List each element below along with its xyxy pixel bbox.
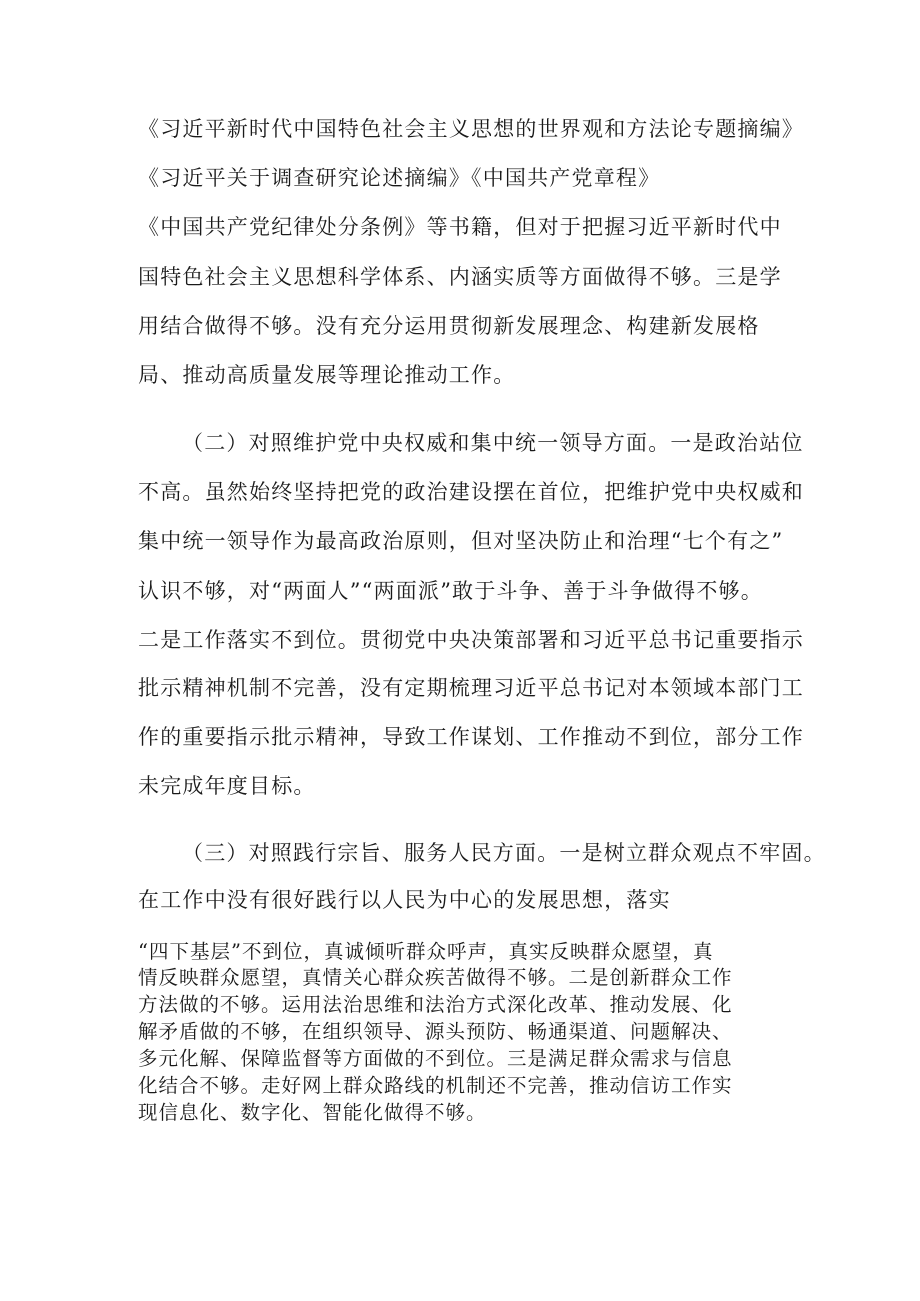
text-line: 现信息化、数字化、智能化做得不够。: [138, 1101, 487, 1124]
text-line: 不高。虽然始终坚持把党的政治建设摆在首位，把维护党中央权威和: [138, 480, 804, 504]
text-line: 多元化解、保障监督等方面做的不到位。三是满足群众需求与信息: [138, 1047, 733, 1070]
text-line: 情反映群众愿望，真情关心群众疾苦做得不够。二是创新群众工作: [138, 966, 733, 989]
text-line: 《习近平关于调查研究论述摘编》《中国共产党章程》: [138, 166, 661, 190]
text-line: 二是工作落实不到位。贯彻党中央决策部署和习近平总书记重要指示: [138, 628, 804, 652]
text-line: 化结合不够。走好网上群众路线的机制还不完善，推动信访工作实: [138, 1074, 733, 1097]
text-line: “四下基层”不到位，真诚倾听群众呼声，真实反映群众愿望，真: [138, 940, 714, 963]
text-line: 认识不够，对“两面人”“两面派”敢于斗争、善于斗争做得不够。: [138, 579, 763, 603]
text-line: 未完成年度目标。: [138, 774, 316, 798]
text-line: 《中国共产党纪律处分条例》等书籍，但对于把握习近平新时代中: [138, 215, 782, 239]
text-line: 方法做的不够。运用法治思维和法治方式深化改革、推动发展、化: [138, 993, 733, 1016]
text-line: （二）对照维护党中央权威和集中统一领导方面。一是政治站位: [182, 431, 804, 455]
text-line: 用结合做得不够。没有充分运用贯彻新发展理念、构建新发展格: [138, 314, 760, 338]
text-line: 在工作中没有很好践行以人民为中心的发展思想，落实: [138, 888, 671, 912]
text-line: 《习近平新时代中国特色社会主义思想的世界观和方法论专题摘编》: [138, 117, 804, 141]
text-line: 批示精神机制不完善，没有定期梳理习近平总书记对本领域本部门工: [138, 676, 804, 700]
text-line: 局、推动高质量发展等理论推动工作。: [138, 363, 516, 387]
text-line: 作的重要指示批示精神，导致工作谋划、工作推动不到位，部分工作: [138, 725, 804, 749]
text-line: 解矛盾做的不够，在组织领导、源头预防、畅通渠道、问题解决、: [138, 1020, 733, 1043]
text-line: 国特色社会主义思想科学体系、内涵实质等方面做得不够。三是学: [138, 265, 782, 289]
text-line: （三）对照践行宗旨、服务人民方面。一是树立群众观点不牢固。: [182, 841, 826, 865]
text-line: 集中统一领导作为最高政治原则，但对坚决防止和治理“七个有之”: [138, 529, 784, 553]
